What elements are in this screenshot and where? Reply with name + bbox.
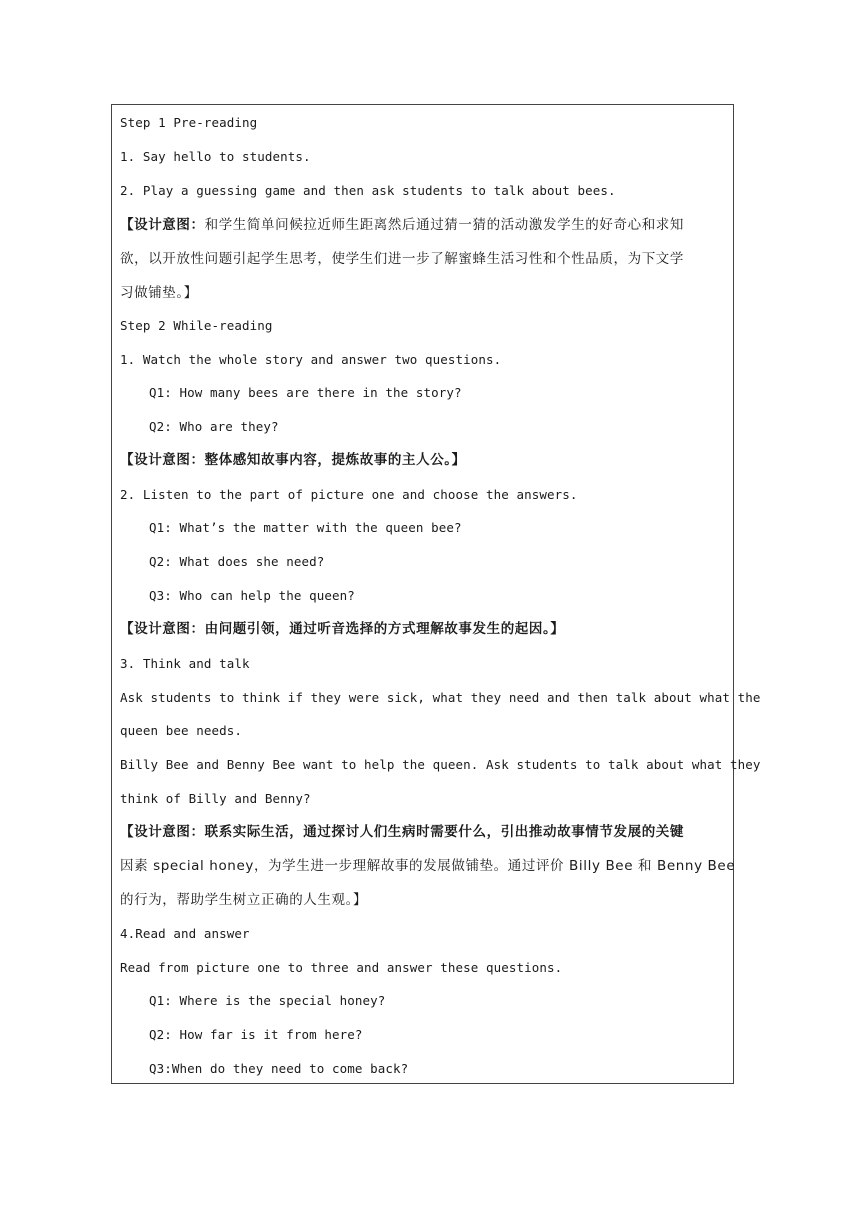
design-intent-4-line-3: 的行为，帮助学生树立正确的人生观。】 bbox=[120, 892, 368, 908]
design-intent-label: 【设计意图： bbox=[120, 217, 205, 233]
step2-item-4-q3: Q3:When do they need to come back? bbox=[149, 1061, 409, 1076]
step2-item-2-q1: Q1: What’s the matter with the queen bee? bbox=[149, 520, 462, 535]
step1-heading: Step 1 Pre-reading bbox=[120, 115, 258, 130]
step1-item-1: 1. Say hello to students. bbox=[120, 149, 311, 164]
step2-item-2: 2. Listen to the part of picture one and choose the answers. bbox=[120, 487, 578, 502]
step2-item-2-q3: Q3: Who can help the queen? bbox=[149, 588, 355, 603]
step2-item-4-q2: Q2: How far is it from here? bbox=[149, 1027, 363, 1042]
lesson-plan-table-cell bbox=[111, 104, 761, 1084]
step2-item-3-text-1: Ask students to think if they were sick, what they need and then talk about what the bbox=[120, 690, 761, 705]
step2-item-4-text: Read from picture one to three and answer these questions. bbox=[120, 960, 563, 975]
step2-item-3-text-4: think of Billy and Benny? bbox=[120, 791, 311, 806]
design-intent-1-line-3: 习做铺垫。】 bbox=[120, 285, 198, 301]
design-intent-2: 【设计意图：整体感知故事内容，提炼故事的主人公。】 bbox=[120, 452, 466, 468]
design-intent-4-line-1: 【设计意图：联系实际生活，通过探讨人们生病时需要什么，引出推动故事情节发展的关键 bbox=[120, 824, 684, 840]
design-intent-1-line-2: 欲，以开放性问题引起学生思考，使学生们进一步了解蜜蜂生活习性和个性品质，为下文学 bbox=[120, 251, 684, 267]
step2-item-3: 3. Think and talk bbox=[120, 656, 250, 671]
step2-item-4-q1: Q1: Where is the special honey? bbox=[149, 993, 386, 1008]
step2-item-4: 4.Read and answer bbox=[120, 926, 250, 941]
design-intent-text: 和学生简单问候拉近师生距离然后通过猜一猜的活动激发学生的好奇心和求知 bbox=[204, 217, 685, 233]
step2-item-1: 1. Watch the whole story and answer two questions. bbox=[120, 352, 502, 367]
step2-heading: Step 2 While-reading bbox=[120, 318, 273, 333]
step1-item-2: 2. Play a guessing game and then ask students to talk about bees. bbox=[120, 183, 616, 198]
step2-item-3-text-2: queen bee needs. bbox=[120, 723, 243, 738]
design-intent-1-line-1 bbox=[120, 217, 684, 233]
step2-item-1-q1: Q1: How many bees are there in the story? bbox=[149, 385, 462, 400]
step2-item-1-q2: Q2: Who are they? bbox=[149, 419, 279, 434]
design-intent-3: 【设计意图：由问题引领，通过听音选择的方式理解故事发生的起因。】 bbox=[120, 621, 565, 637]
step2-item-2-q2: Q2: What does she need? bbox=[149, 554, 325, 569]
step2-item-3-text-3: Billy Bee and Benny Bee want to help the queen. Ask students to talk about what they bbox=[120, 757, 761, 772]
design-intent-4-line-2: 因素 special honey，为学生进一步理解故事的发展做铺垫。通过评价 Billy Bee 和 Benny Bee bbox=[120, 858, 736, 874]
